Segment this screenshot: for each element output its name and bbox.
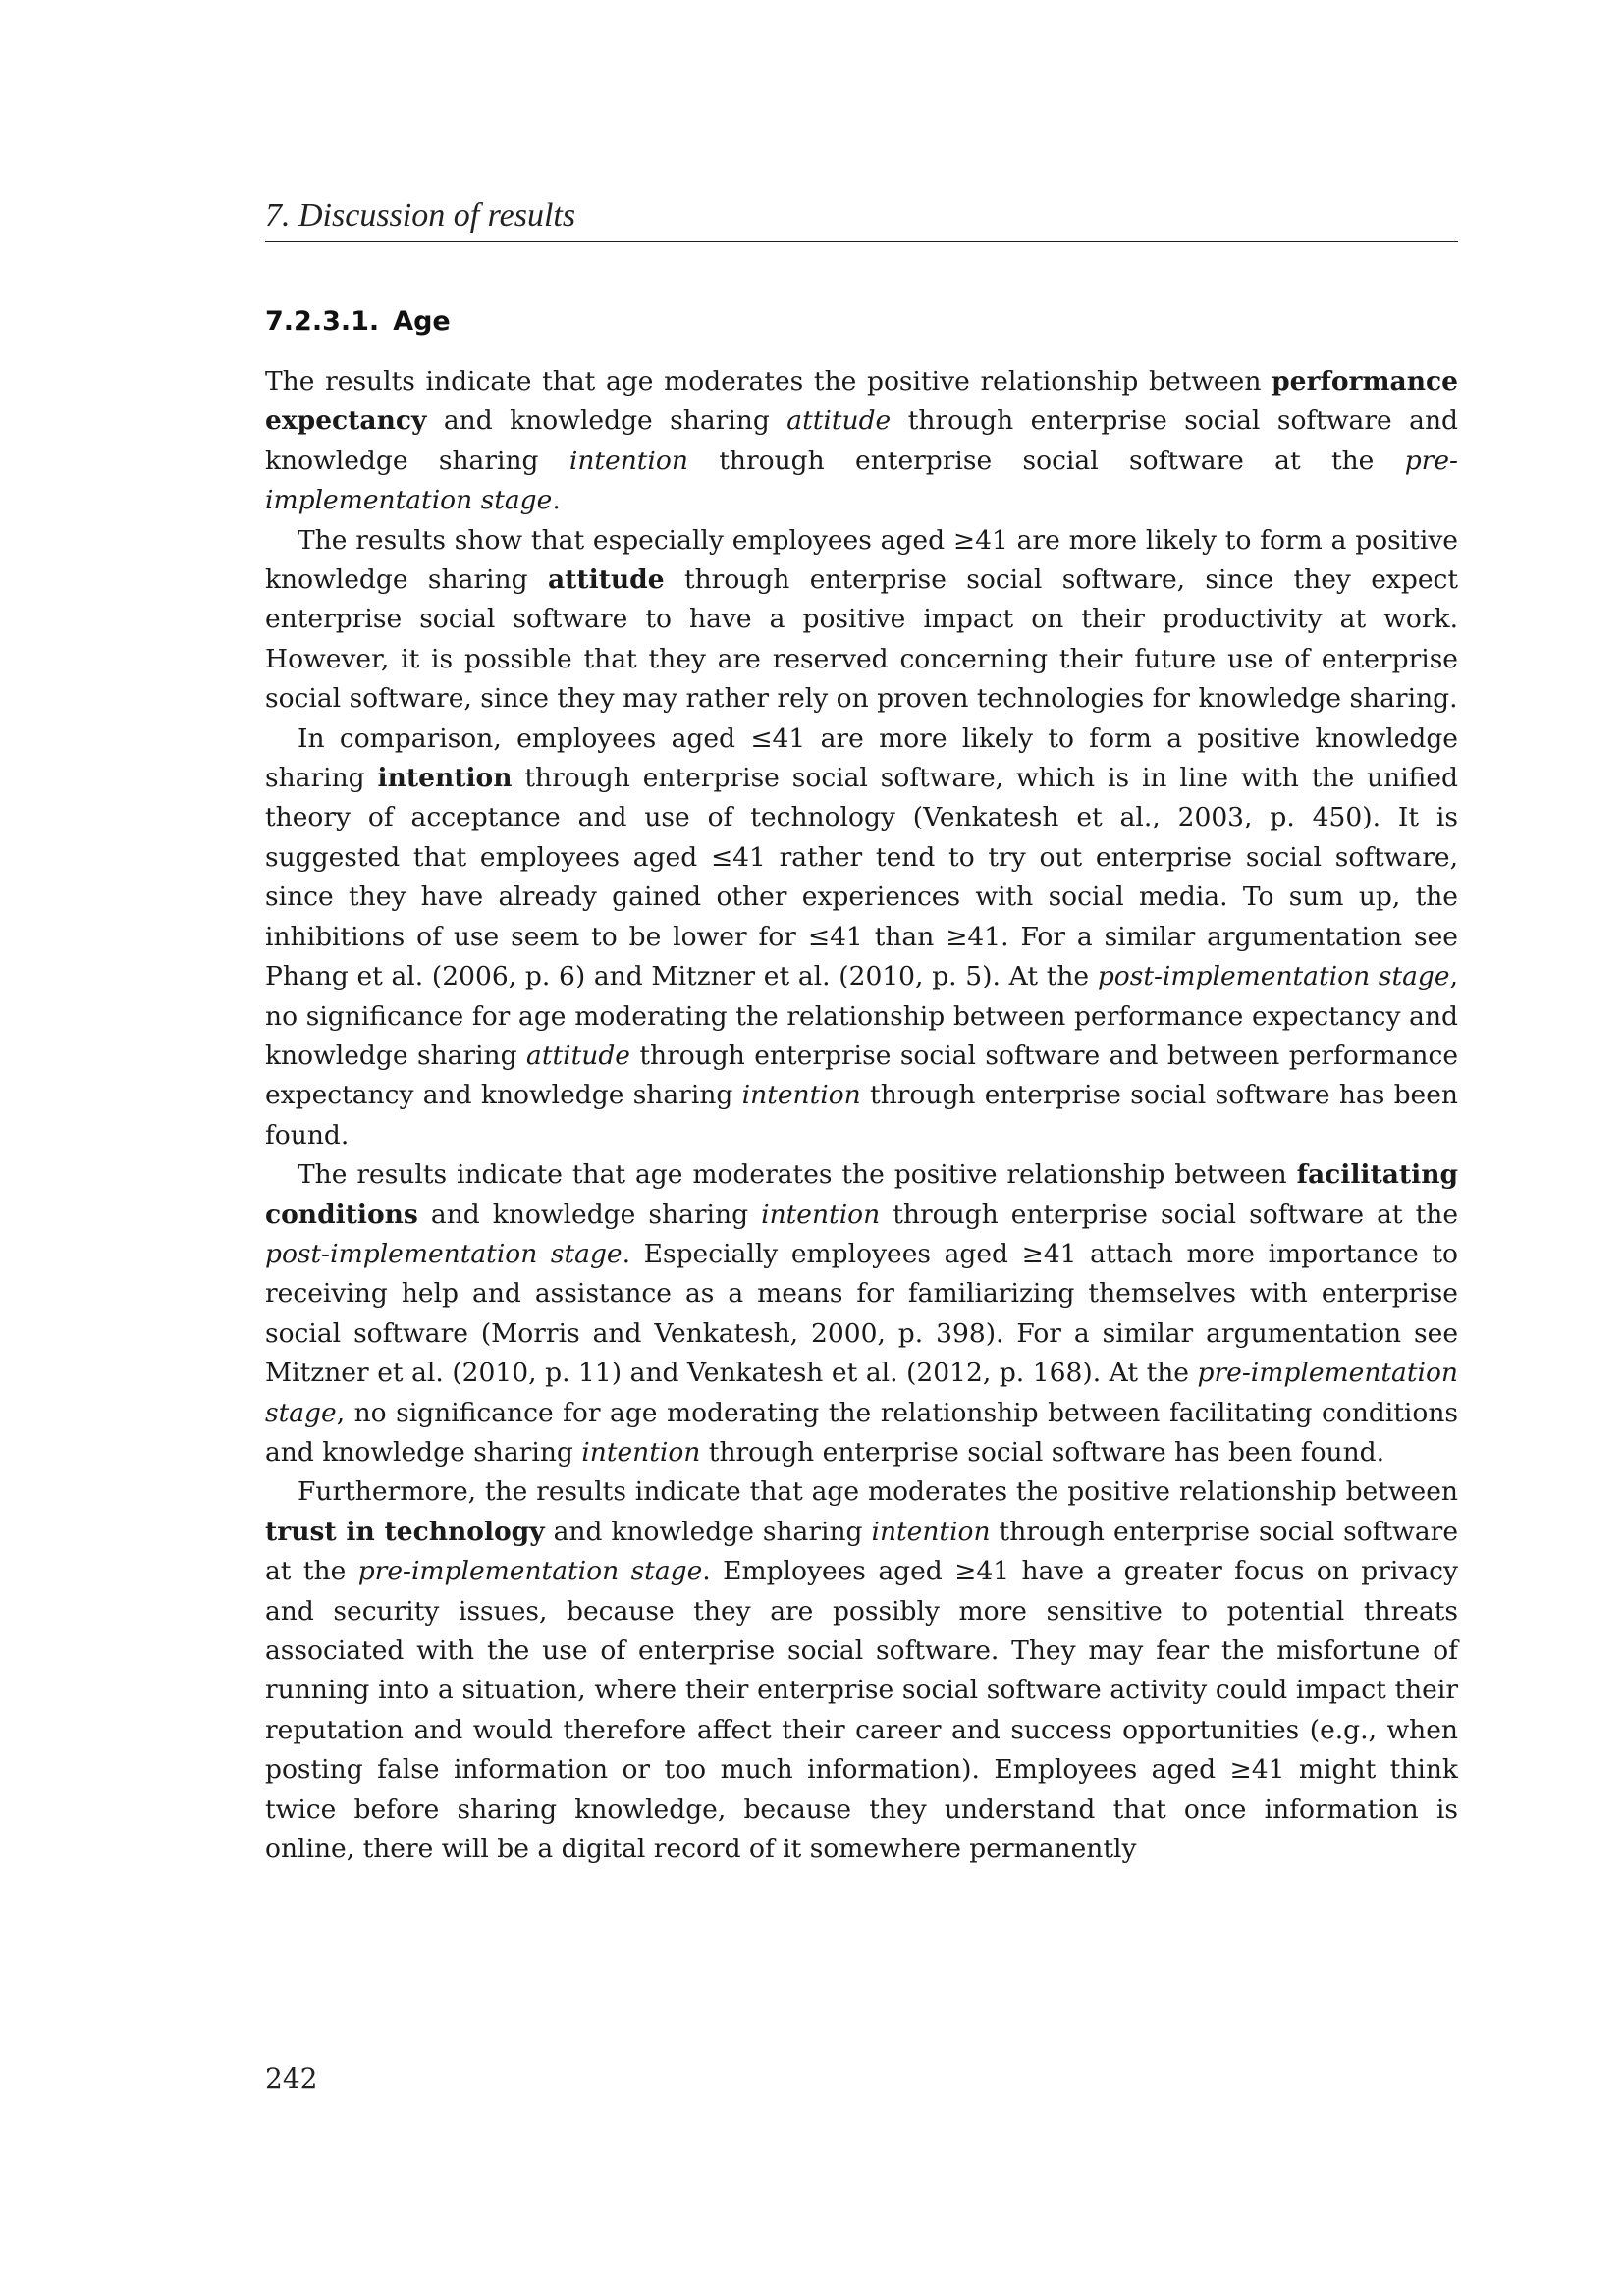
- paragraph: [265, 362, 1458, 521]
- bold-term: facilitating conditions: [265, 1159, 1458, 1230]
- italic-term: post-implementation stage: [1097, 961, 1450, 992]
- text-run: through enterprise social software has been found.: [700, 1436, 1385, 1468]
- italic-term: pre-implementation stage: [265, 445, 1458, 516]
- italic-term: pre-implementation stage: [265, 1358, 1458, 1428]
- text-run: , no significance for age moderating the relationship between facilitating conditions and knowledge sharing: [265, 1397, 1458, 1468]
- text-run: . Especially employees aged ≥41 attach more importance to receiving help and assistance as a means for familiarizing themselves with enterprise social software (Morris and Venkatesh, 2000, p. 398). For a similar argumentation see Mitzner et al. (2010, p. 11) and Venkatesh et al. (2012, p. 168). At the: [265, 1238, 1459, 1389]
- text-run: through enterprise social software at the: [880, 1199, 1458, 1230]
- italic-term: intention: [741, 1080, 861, 1111]
- paragraph: [265, 1155, 1458, 1472]
- paragraph: [265, 1472, 1458, 1869]
- text-run: and knowledge sharing: [417, 1199, 762, 1230]
- text-run: The results indicate that age moderates the positive relationship between: [265, 366, 1272, 397]
- italic-term: intention: [568, 445, 688, 476]
- text-run: The results indicate that age moderates the positive relationship between: [298, 1159, 1297, 1191]
- text-run: . Employees aged ≥41 have a greater focus on privacy and security issues, because they are possibly more sensitive to potential threats associated with the use of enterprise social software. They may fear the misfortune of running into a situation, where their enterprise social software activity could impact their reputation and would therefore affect their career and success opportunities (e.g., when posting false information or too much information). Employees aged ≥41 might think twice before sharing knowledge, because they understand that once information is online, there will be a digital record of it somewhere permanently: [265, 1556, 1458, 1865]
- subsection-number: 7.2.3.1.: [265, 306, 380, 337]
- italic-term: post-implementation stage: [265, 1238, 623, 1269]
- bold-term: performance expectancy: [265, 366, 1458, 437]
- italic-term: pre-implementation stage: [357, 1556, 703, 1587]
- italic-term: attitude: [526, 1040, 630, 1071]
- text-run: Furthermore, the results indicate that age moderates the positive relationship between: [298, 1476, 1458, 1508]
- subsection-title: Age: [393, 306, 451, 337]
- page-number: 242: [265, 2062, 318, 2095]
- italic-term: intention: [761, 1199, 881, 1230]
- italic-term: intention: [581, 1436, 701, 1468]
- text-run: through enterprise social software at the: [687, 445, 1405, 476]
- italic-term: attitude: [786, 405, 892, 437]
- bold-term: attitude: [547, 564, 665, 596]
- text-run: through enterprise social software and between performance expectancy and knowledge sharing: [265, 1040, 1458, 1111]
- text-run: In comparison, employees aged ≤41 are more likely to form a positive knowledge sharing: [265, 722, 1458, 794]
- body-text: [265, 362, 1458, 1869]
- text-run: , no significance for age moderating the relationship between performance expectancy and knowledge sharing: [265, 961, 1458, 1071]
- text-run: and knowledge sharing: [544, 1516, 872, 1547]
- text-run: through enterprise social software at the: [265, 1516, 1458, 1587]
- italic-term: intention: [871, 1516, 991, 1547]
- text-run: through enterprise social software and knowledge sharing: [265, 405, 1458, 476]
- paragraph: [265, 521, 1458, 720]
- running-header-title: 7. Discussion of results: [265, 197, 576, 234]
- subsection-heading: [265, 304, 451, 340]
- text-run: through enterprise social software, since they expect enterprise social software to have a positive impact on their productivity at work. However, it is possible that they are reserved concerning their future use of enterprise social software, since they may rather rely on proven technologies for knowledge sharing.: [265, 564, 1458, 715]
- running-header: [265, 196, 1458, 242]
- bold-term: intention: [377, 763, 513, 794]
- text-run: .: [552, 485, 561, 516]
- text-run: The results show that especially employees aged ≥41 are more likely to form a positive knowledge sharing: [265, 524, 1458, 596]
- text-run: through enterprise social software has been found.: [265, 1080, 1458, 1150]
- text-run: and knowledge sharing: [426, 405, 787, 437]
- text-run: through enterprise social software, which is in line with the unified theory of acceptance and use of technology (Venkatesh et al., 2003, p. 450). It is suggested that employees aged ≤41 rather tend to try out enterprise social software, since they have already gained other experiences with social media. To sum up, the inhibitions of use seem to be lower for ≤41 than ≥41. For a similar argumentation see Phang et al. (2006, p. 6) and Mitzner et al. (2010, p. 5). At the: [265, 763, 1458, 992]
- bold-term: trust in technology: [265, 1516, 545, 1547]
- paragraph: [265, 720, 1458, 1155]
